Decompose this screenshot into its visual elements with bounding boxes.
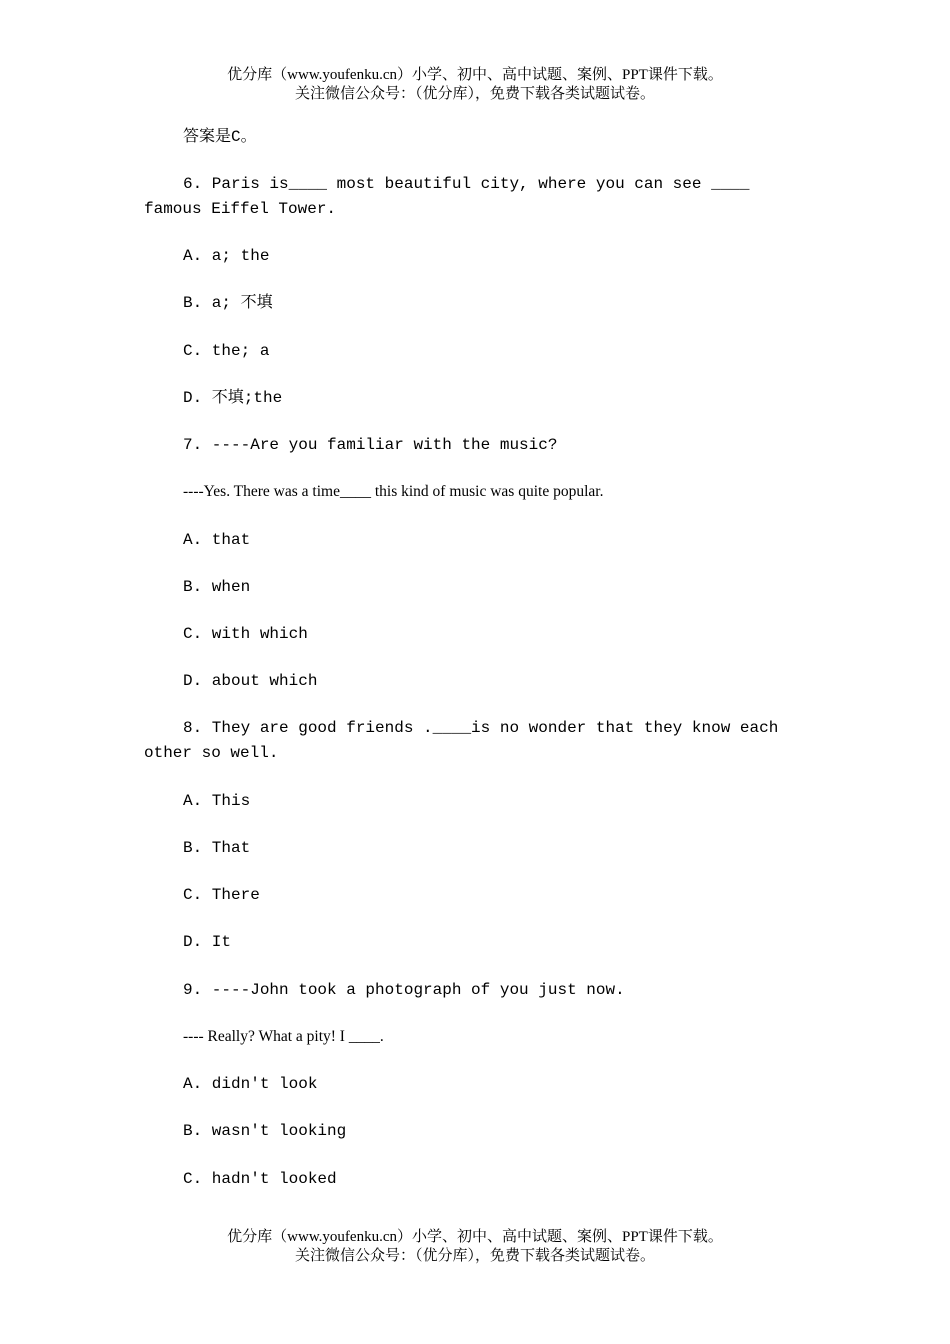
question-9-option-c: C. hadn't looked xyxy=(183,1170,337,1188)
question-7-option-a: A. that xyxy=(183,531,251,549)
question-8-option-c: C. There xyxy=(183,886,260,904)
question-8-option-a: A. This xyxy=(183,792,251,810)
header-line-1: 优分库（www.youfenku.cn）小学、初中、高中试题、案例、PPT课件下载。 xyxy=(227,67,723,83)
question-9-stem: 9. ----John took a photograph of you just now. xyxy=(183,981,625,999)
question-8-option-d: D. It xyxy=(183,933,232,951)
question-8-option-b: B. That xyxy=(183,839,251,857)
question-8-stem: 8. They are good friends .____is no wonder that they know each xyxy=(183,719,779,737)
question-6-option-b: B. a; 不填 xyxy=(183,294,273,312)
footer-line-1: 优分库（www.youfenku.cn）小学、初中、高中试题、案例、PPT课件下载。 xyxy=(227,1229,723,1245)
footer-line-2: 关注微信公众号：（优分库），免费下载各类试题试卷。 xyxy=(294,1248,655,1264)
question-7-option-d: D. about which xyxy=(183,672,318,690)
page-header xyxy=(0,66,950,104)
question-8-stem-cont: other so well. xyxy=(144,744,279,762)
question-7-option-b: B. when xyxy=(183,578,251,596)
question-6-stem: 6. Paris is____ most beautiful city, where you can see ____ xyxy=(183,175,750,193)
question-6-option-a: A. a; the xyxy=(183,247,270,265)
question-7-reply: ----Yes. There was a time____ this kind of music was quite popular. xyxy=(183,483,604,500)
question-7-stem: 7. ----Are you familiar with the music? xyxy=(183,436,558,454)
question-9-option-b: B. wasn't looking xyxy=(183,1122,347,1140)
question-6-stem-cont: famous Eiffel Tower. xyxy=(144,200,337,218)
question-9-reply: ---- Really? What a pity! I ____. xyxy=(183,1028,384,1045)
question-9-option-a: A. didn't look xyxy=(183,1075,318,1093)
question-6-option-c: C. the; a xyxy=(183,342,270,360)
header-line-2: 关注微信公众号：（优分库），免费下载各类试题试卷。 xyxy=(294,86,655,102)
previous-answer: 答案是C。 xyxy=(183,128,257,146)
question-6-option-d: D. 不填;the xyxy=(183,389,283,407)
page-footer xyxy=(0,1228,950,1266)
question-7-option-c: C. with which xyxy=(183,625,308,643)
